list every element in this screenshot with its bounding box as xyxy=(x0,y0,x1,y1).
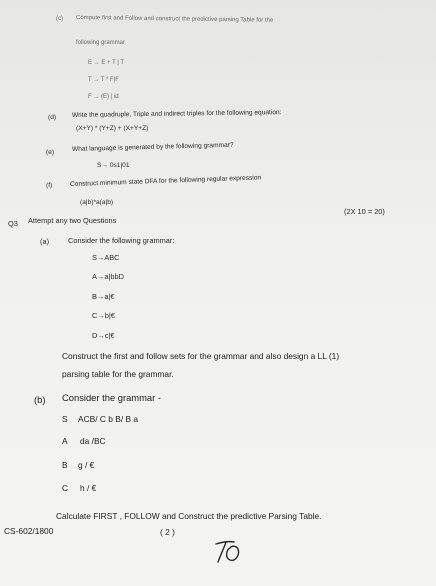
q3-marks: (2X 10 = 20) xyxy=(344,207,385,216)
q3a-rule-1: S→ABC xyxy=(92,253,120,262)
q2c-rule-2: T → T * F|F xyxy=(88,77,119,83)
q3b-text: Consider the grammar - xyxy=(62,392,161,403)
q3a-rule-2: A→a|bbD xyxy=(92,272,124,281)
q2c-rule-1: E → E + T | T xyxy=(88,60,125,66)
q3a-rule-5: D→c|€ xyxy=(92,331,115,340)
q2e-rule: S→ 0s1|01 xyxy=(97,162,130,169)
q2c-text: Compute first and Follow and construct the predictive parsing Table for the xyxy=(75,15,274,24)
q3-number: Q3 xyxy=(8,219,18,228)
q3a-task-line2: parsing table for the grammar. xyxy=(62,369,174,379)
q3a-task-line1: Construct the first and follow sets for the grammar and also design a LL (1) xyxy=(62,351,340,361)
q3b-rule-1-rhs: ACB/ C b B/ B a xyxy=(78,414,139,424)
q3b-rule-3-rhs: g / € xyxy=(78,460,95,470)
q2e-label: (e) xyxy=(46,149,55,156)
q3b-rule-4-rhs: h / € xyxy=(80,483,97,493)
bleed-through xyxy=(150,66,153,80)
q2e-text: What language is generated by the following grammar? xyxy=(71,141,234,153)
q2c-text-cont: following grammar xyxy=(76,40,126,46)
page-number: ( 2 ) xyxy=(160,527,175,537)
q2f-expr: (a|b)*a(a|b) xyxy=(80,199,114,206)
q2c-label: (c) xyxy=(56,16,63,22)
q3b-rule-2-rhs: da /BC xyxy=(80,436,106,446)
q3b-rule-2-lhs: A xyxy=(62,436,68,446)
paper-code: CS-602/1800 xyxy=(4,526,54,536)
q3b-rule-1-lhs: S xyxy=(62,414,68,424)
handwritten-initials xyxy=(212,538,246,566)
q2d-label: (d) xyxy=(48,114,57,121)
q3b-rule-3-lhs: B xyxy=(62,460,68,470)
q3a-rule-3: B→a|€ xyxy=(92,292,115,301)
q2f-text: Construct minimum state DFA for the following regular expression xyxy=(69,174,262,188)
q3-instruction: Attempt any two Questions xyxy=(28,216,117,225)
q2c-rule-3: F → (E) | id xyxy=(88,94,119,100)
q3a-text: Consider the following grammar: xyxy=(68,236,175,245)
q3a-rule-4: C→b|€ xyxy=(92,311,115,320)
q2d-expr: (X+Y) * (Y+Z) + (X+Y+Z) xyxy=(76,125,149,132)
q2d-text: Write the quadruple, Triple and indirect triples for the following equation: xyxy=(71,109,282,119)
q3b-label: (b) xyxy=(34,394,46,405)
q3b-rule-4-lhs: C xyxy=(62,483,69,493)
q3a-label: (a) xyxy=(40,237,50,246)
q2f-label: (f) xyxy=(46,182,53,189)
q3b-task: Calculate FIRST , FOLLOW and Construct the predictive Parsing Table. xyxy=(56,511,322,521)
